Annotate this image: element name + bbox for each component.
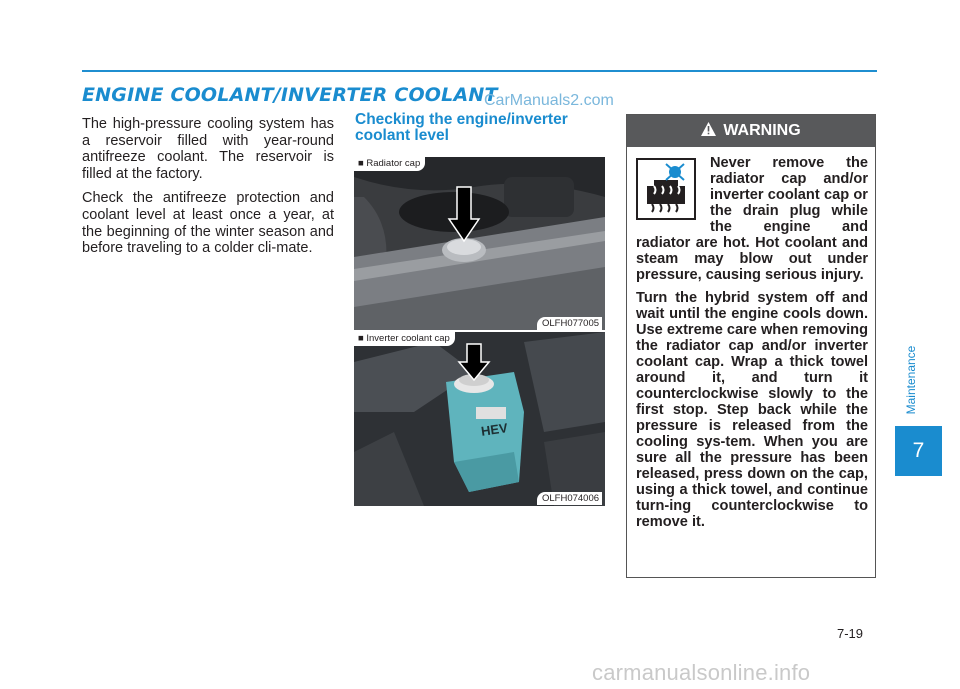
side-section-label: Maintenance xyxy=(904,345,918,415)
warning-heading: WARNING xyxy=(723,122,801,139)
intro-column xyxy=(82,116,334,265)
warning-text xyxy=(636,155,868,537)
warning-triangle-icon xyxy=(701,122,716,141)
warning-paragraph-1: Never remove the radiator cap and/or inverter coolant cap or the drain plug while the engine and radiator are hot. Hot coolant and steam may blow out under pressure, causing serious injury. xyxy=(636,155,868,283)
intro-paragraph-2: Check the antifreeze protection and coolant level at least once a year, at the beginning of the winter season and before traveling to a colder cli-mate. xyxy=(82,190,334,257)
reservoir-hev-label: HEV xyxy=(480,420,509,439)
warning-header xyxy=(627,115,875,147)
figure-code-inverter: OLFH074006 xyxy=(537,492,602,505)
figure-code-radiator: OLFH077005 xyxy=(537,317,602,330)
figure-caption-radiator: ■ Radiator cap xyxy=(354,157,425,171)
intro-paragraph-1: The high-pressure cooling system has a reservoir filled with year-round antifreeze coolant. The reservoir is filled at the factory. xyxy=(82,116,334,182)
subheading: Checking the engine/inverter coolant level xyxy=(355,111,568,144)
inverter-coolant-cap-photo xyxy=(354,332,605,506)
radiator-cap-photo xyxy=(354,157,605,330)
chapter-tab: 7 xyxy=(895,426,942,476)
warning-box xyxy=(626,114,876,578)
watermark-link[interactable]: CarManuals2.com xyxy=(484,92,614,109)
footer-watermark-link[interactable]: carmanualsonline.info xyxy=(592,660,811,685)
figure-caption-inverter: ■ Inverter coolant cap xyxy=(354,332,455,346)
page-number: 7-19 xyxy=(837,626,864,641)
warning-paragraph-2: Turn the hybrid system off and wait until the engine cools down. Use extreme care when removing the radiator cap and/or inverter coolant cap. Wrap a thick towel around it, and turn it counterclockwise slowly to the first stop. Step back while the pressure is released from the cooling sys-tem. When you are sure all the pressure has been released, press down on the cap, using a thick towel, and continue turn-ing counterclockwise to remove it. xyxy=(636,290,868,530)
section-title: ENGINE COOLANT/INVERTER COOLANT xyxy=(82,84,498,106)
top-rule xyxy=(82,70,877,72)
